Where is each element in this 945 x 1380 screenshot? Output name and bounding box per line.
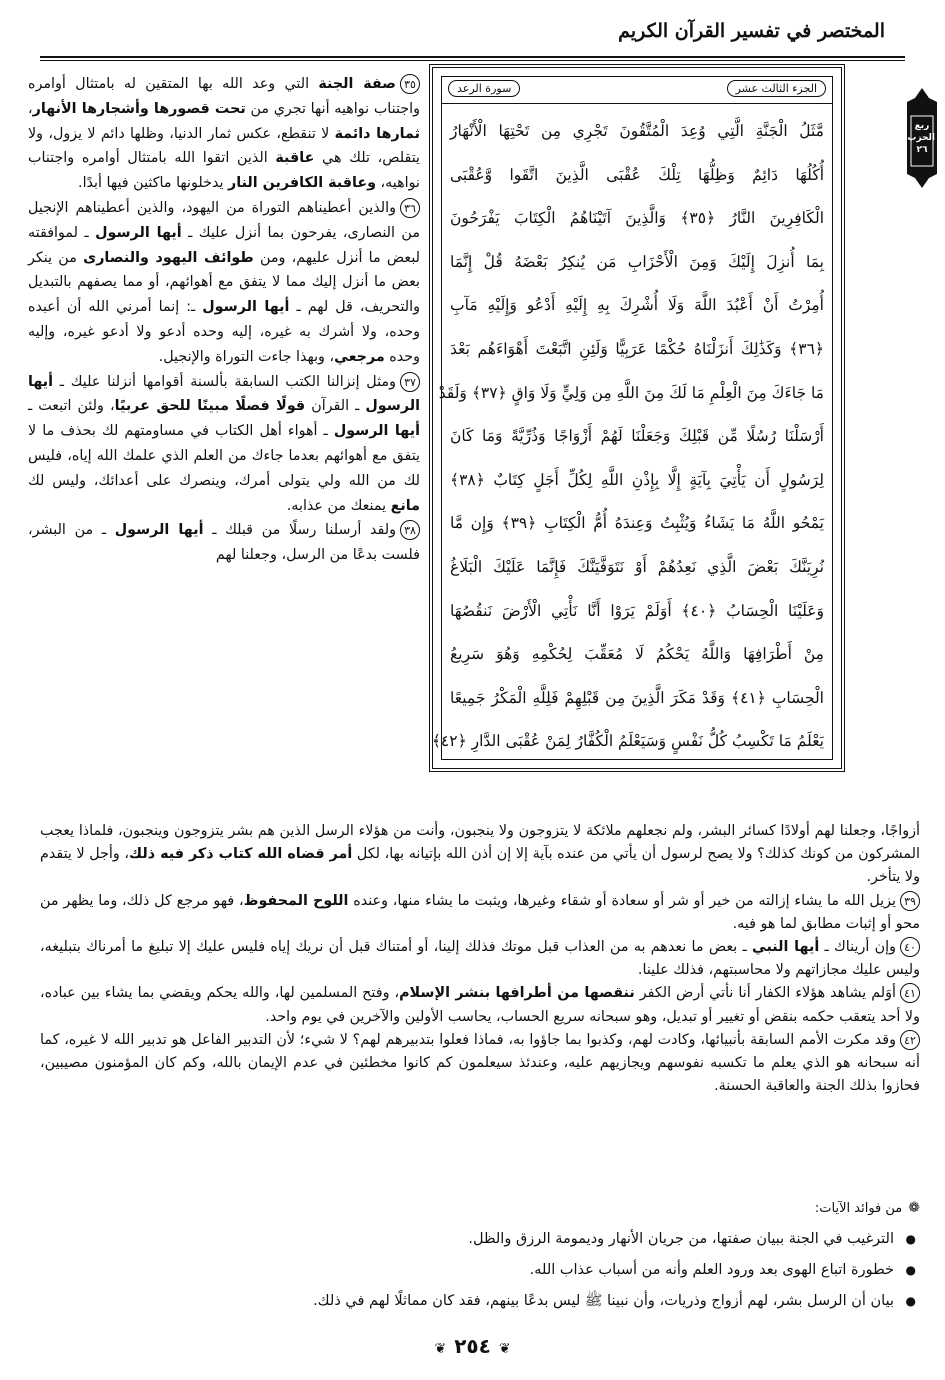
tafsir-text: ، فهو مرجع كل ذلك، وما يظهر من محو أو إثبات مطابق لما هو فيه. [40,892,920,932]
quran-line: يَمْحُو اللَّهُ مَا يَشَاءُ وَيُثْبِتُ وَعِندَهُ أُمُّ الْكِتَابِ ﴿٣٩﴾ وَإِن مَّا [450,514,824,533]
benefits-heading [40,1200,920,1216]
tafsir-bold-phrase: أيها الرسول [95,224,182,241]
quran-text [431,104,832,764]
verse-number-badge: ٣٩ [900,891,920,911]
header-rule [40,60,905,61]
mushaf-frame [429,64,845,772]
quran-line: أُكُلُهَا دَائِمٌ وَظِلُّهَا تِلْكَ عُقْبَى الَّذِينَ اتَّقَوا وَّعُقْبَى [450,165,824,184]
tafsir-text: ، [28,100,33,117]
footer-ornament-icon: ❦ [498,1341,511,1357]
verse-number-badge: ٤٢ [900,1030,920,1050]
tafsir-bold-phrase: وعاقبة الكافرين النار [227,175,376,192]
quran-line: لِرَسُولٍ أَن يَأْتِيَ بِآيَةٍ إِلَّا بِإِذْنِ اللَّهِ لِكُلِّ أَجَلٍ كِتَابٌ ﴿٣٨﴾ [450,470,824,489]
tafsir-bold-phrase: ننقصها من أطرافها بنشر الإسلام [399,985,635,1002]
tafsir-paragraph [40,1029,920,1099]
verse-number-badge: ٣٨ [400,520,420,540]
tafsir-bold-phrase: عاقبة [275,150,315,167]
tafsir-bold-phrase: أيها الرسول [28,373,420,415]
tafsir-text: يمنعك من عذابه. [286,497,391,514]
quran-line: نُرِيَنَّكَ بَعْضَ الَّذِي نَعِدُهُمْ أَوْ نَتَوَفَّيَنَّكَ فَإِنَّمَا عَلَيْكَ الْبَلَاغُ [450,557,824,576]
mushaf-inner [431,76,833,760]
tafsir-full-width [40,820,920,1098]
tafsir-text: وقد مكرت الأمم السابقة بأنبيائها، وكادت لهم، وكذبوا بما جاؤوا به، فماذا فعلوا بتدبيرهم لهم؟ لا شيء؛ لأن التدبير الفاعل هو تدبير الله لا غيره، كما أنه سبحانه هو الذي يعلم ما تكسبه نفوسهم ويجازيهم عليه، وعندئذ سيعلمون كم كانوا مخطئين في عدم الإيمان بالله، وكم كان المؤمنون مصيبين، فحازوا بذلك الجنة والعاقبة الحسنة. [40,1031,920,1095]
tafsir-text: ومثل إنزالنا الكتب السابقة بألسنة أقوامها أنزلنا عليك ـ [53,373,396,390]
verse-number-badge: ٤١ [900,983,920,1003]
tafsir-bold-phrase: أمر قضاه الله كتاب ذكر فيه ذلك [129,846,353,863]
tafsir-text: ـ أهواء أهل الكتاب في مساومتهم لك بحذف ما لا يتفق مع أهوائهم بعدما جاءك من العلم الذي علمك الله إياه، فليس لك من الله ولي يتولى أمرك، وينصرك على أعدائك، وليس لك [28,423,420,489]
tafsir-text: ، وبهذا جاءت التوراة والإنجيل. [158,348,335,365]
quran-line: الْحِسَابِ ﴿٤١﴾ وَقَدْ مَكَرَ الَّذِينَ مِن قَبْلِهِمْ فَلِلَّهِ الْمَكْرُ جَمِيعًا [450,688,824,707]
tafsir-bold-phrase: تحت قصورها وأشجارها الأنهار [32,100,246,117]
tafsir-text: ـ لموافقته لبعض ما أنزل عليهم، ومن [28,224,420,266]
tafsir-text: يزيل الله ما يشاء إزالته من خير أو شر أو سعادة أو شقاء وغيرها، ويثبت ما يشاء منها، وعنده [348,892,896,909]
tafsir-text: ـ القرآن [305,398,366,415]
page-number: ٢٥٤ [454,1334,491,1358]
tafsir-paragraph [28,518,420,568]
tafsir-text: وإن أريناك ـ [819,939,896,956]
tafsir-paragraph [28,196,420,370]
benefit-item: ● الترغيب في الجنة ببيان صفتها، من جريان الأنهار وديمومة الرزق والظل. [40,1224,920,1255]
tafsir-bold-phrase: مرجعي [334,348,385,365]
quran-line: الْكَافِرِينَ النَّارُ ﴿٣٥﴾ وَالَّذِينَ آتَيْنَاهُمُ الْكِتَابَ يَفْرَحُونَ [450,209,824,228]
tafsir-text: ـ من البشر، فلست بدعًا من الرسل، وجعلنا لهم [28,522,420,564]
tafsir-paragraph [40,820,920,890]
tafsir-text: يدخلونها ماكثين فيها أبدًا. [78,175,228,192]
tafsir-text: التي وعد الله بها المتقين له بامتثال أوامره واجتناب نواهيه أنها تجري من [28,76,420,117]
tafsir-text: من ينكر بعض ما أنزل إليك مما لا يتفق مع أهوائهم، أو مما يصفهم بالتبديل والتحريف، قل لهم ـ [28,249,420,316]
tafsir-text: ، ولئن اتبعت ـ [28,398,115,415]
quran-line: وَعَلَيْنَا الْحِسَابُ ﴿٤٠﴾ أَوَلَمْ يَرَوْا أَنَّا نَأْتِي الْأَرْضَ نَنقُصُهَا [450,601,824,620]
juz-name: الجزء الثالث عشر [727,80,826,97]
verse-number-badge: ٣٦ [400,198,420,218]
tafsir-paragraph [28,370,420,519]
tafsir-text: لا تنقطع، عكس ثمار الدنيا، وظلها دائم لا يزول، ولا يتقلص، تلك هي [28,125,420,167]
tafsir-text: والذين أعطيناهم التوراة من اليهود، والذين أعطيناهم الإنجيل من النصارى، يفرحون بما أنزل عليك ـ [28,199,420,241]
tafsir-bold-phrase: صفة الجنة [318,76,396,92]
quran-line: مَّثَلُ الْجَنَّةِ الَّتِي وُعِدَ الْمُتَّقُونَ تَجْرِي مِن تَحْتِهَا الْأَنْهَارُ [450,122,824,140]
benefits-section [40,1200,920,1317]
tafsir-side-column [28,72,420,568]
tafsir-text: ، وأجل لا يتقدم ولا يتأخر. [40,846,920,886]
tafsir-text: الذين اتقوا الله بامتثال أوامره واجتناب نواهيه، [28,150,420,192]
tafsir-bold-phrase: طوائف اليهود والنصارى [83,249,254,266]
page-header [40,14,905,58]
tafsir-bold-phrase: أيها الرسول [202,299,290,316]
quran-line: أُمِرْتُ أَنْ أَعْبُدَ اللَّهَ وَلَا أُشْرِكَ بِهِ إِلَيْهِ أَدْعُو وَإِلَيْهِ مَآبِ [450,296,824,315]
tafsir-bold-phrase: قولًا فصلًا مبينًا للحق عربيًا [114,398,306,415]
tafsir-bold-phrase: أيها النبي [752,939,820,956]
quran-line: بِمَا أُنزِلَ إِلَيْكَ وَمِنَ الْأَحْزَابِ مَن يُنكِرُ بَعْضَهُ قُلْ إِنَّمَا [450,252,824,271]
footer-ornament-icon: ❦ [434,1341,447,1357]
verse-number-badge: ٣٧ [400,372,420,392]
benefit-item: ● خطورة اتباع الهوى بعد ورود العلم وأنه من أسباب عذاب الله. [40,1255,920,1286]
surah-name: سورة الرعد [448,80,520,97]
tafsir-text: أوَلم يشاهد هؤلاء الكفار أنا نأتي أرض الكفر [634,985,896,1002]
page-footer [0,1334,945,1358]
tafsir-text: ، وفتح المسلمين لها، والله يحكم ويقضي بما يشاء بين عباده، ولا أحد يتعقب حكمه بنقض أو تغيير أو تبديل، وهو سبحانه سريع الحساب، يحاسب الأولين والآخرين في يوم واحد. [40,985,920,1025]
tafsir-paragraph [40,936,920,982]
tafsir-text: ـ بعض ما نعدهم به من العذاب قبل موتك فذلك إلينا، أو أمتناك قبل أن نريك إياه فليس عليك إلا تبليغ ما أمرناك بتبليغه، وليس عليك مجازاتهم ولا محاسبتهم، فذلك علينا. [40,939,920,979]
hizb-label: ربع الحزب ٢٦ [907,121,935,155]
quran-line: مِنْ أَطْرَافِهَا وَاللَّهُ يَحْكُمُ لَا مُعَقِّبَ لِحُكْمِهِ وَهُوَ سَرِيعُ [450,645,824,664]
benefit-item: ● بيان أن الرسل بشر، لهم أزواج وذريات، وأن نبينا ﷺ ليس بدعًا بينهم، فقد كان مماثلًا لهم في ذلك. [40,1286,920,1317]
tafsir-bold-phrase: أيها الرسول [333,423,420,440]
tafsir-bold-phrase: أيها الرسول [114,522,204,539]
quran-line: ﴿٣٦﴾ وَكَذَٰلِكَ أَنزَلْنَاهُ حُكْمًا عَرَبِيًّا وَلَئِنِ اتَّبَعْتَ أَهْوَاءَهُم بَعْدَ [450,339,824,358]
quran-line: مَا جَاءَكَ مِنَ الْعِلْمِ مَا لَكَ مِنَ اللَّهِ مِن وَلِيٍّ وَلَا وَاقٍ ﴿٣٧﴾ وَلَقَدْ [438,383,824,402]
quran-line: أَرْسَلْنَا رُسُلًا مِّن قَبْلِكَ وَجَعَلْنَا لَهُمْ أَزْوَاجًا وَذُرِّيَّةً وَمَا كَانَ [450,427,824,446]
tafsir-text: أزواجًا، وجعلنا لهم أولادًا كسائر البشر، ولم نجعلهم ملائكة لا يتزوجون ولا ينجبون، وأنت من هؤلاء الرسل الذين هم بشر يتزوجون وينجبون، فلماذا يعجب المشركون من كونك كذلك؟ ولا يصح لرسول أن يأتي من عنده بآية إلا إن أذن الله بإتيانه بها، لكل [40,823,920,863]
tafsir-paragraph [40,890,920,936]
book-title: المختصر في تفسير القرآن الكريم [618,20,885,42]
quran-line: يَعْلَمُ مَا تَكْسِبُ كُلُّ نَفْسٍ وَسَيَعْلَمُ الْكُفَّارُ لِمَنْ عُقْبَى الدَّارِ ﴿٤٢﴾ [431,732,824,751]
benefits-heading-text: من فوائد الآيات: [814,1201,903,1216]
tafsir-paragraph [28,72,420,196]
tafsir-bold-phrase: ثمارها دائمة [334,125,420,142]
tafsir-text: ولقد أرسلنا رسلًا من قبلك ـ [203,522,396,539]
mushaf-head [442,77,832,104]
benefits-list [40,1224,920,1317]
verse-number-badge: ٤٠ [900,937,920,957]
tafsir-text: ـ: إنما أمرني الله أن أعبده وحده، ولا أشرك به غيره، إليه وحده أدعو ولا أدعو غيره، وإليه وحده [28,299,420,365]
hizb-marker [907,88,937,188]
tafsir-paragraph [40,982,920,1028]
tafsir-bold-phrase: اللوح المحفوظ [243,892,349,909]
flower-icon: ❁ [908,1200,920,1216]
verse-number-badge: ٣٥ [400,74,420,94]
tafsir-bold-phrase: مانع [390,497,420,514]
